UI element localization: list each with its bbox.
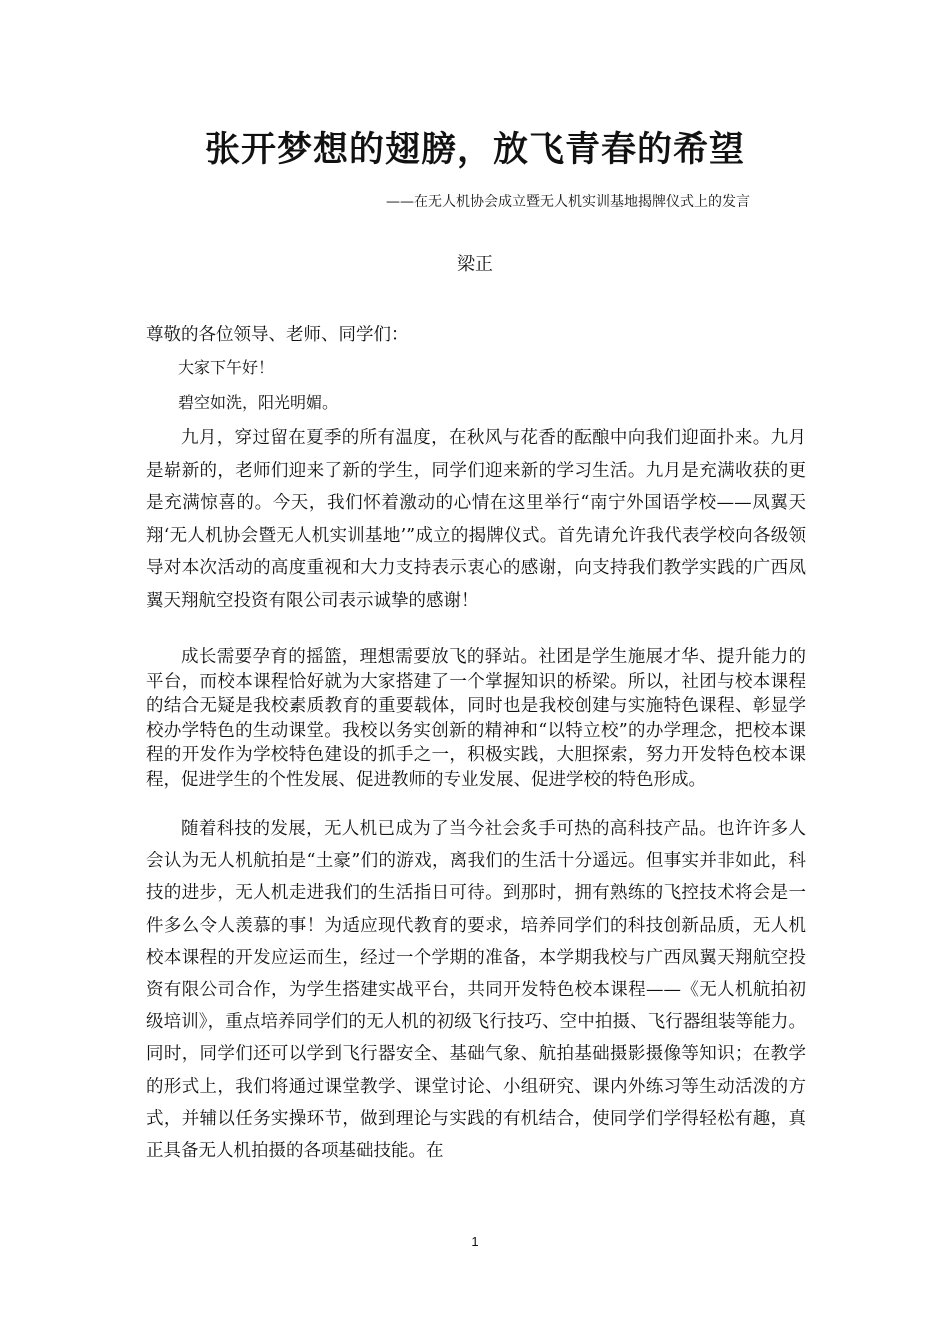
paragraph-september: 九月，穿过留在夏季的所有温度，在秋风与花香的酝酿中向我们迎面扑来。九月是崭新的，老师们迎来了新的学生，同学们迎来新的学习生活。九月是充满收获的更是充满惊喜的。今天，我们怀着激动的心情在这里举行“南宁外国语学校——凤翼天翔‘无人机协会暨无人机实训基地’”成立的揭牌仪式。首先请允许我代表学校向各级领导对本次活动的高度重视和大力支持表示衷心的感谢，向支持我们教学实践的广西凤翼天翔航空投资有限公司表示诚挚的感谢！ bbox=[146, 428, 806, 611]
paragraph-weather: 碧空如洗，阳光明媚。 bbox=[178, 393, 339, 412]
paragraph-growth: 成长需要孕育的摇篮，理想需要放飞的驿站。社团是学生施展才华、提升能力的平台，而校本课程恰好就为大家搭建了一个掌握知识的桥梁。所以，社团与校本课程的结合无疑是我校素质教育的重要载体，同时也是我校创建与实施特色课程、彰显学校办学特色的生动课堂。我校以务实创新的精神和“以特立校”的办学理念，把校本课程的开发作为学校特色建设的抓手之一，积极实践，大胆探索，努力开发特色校本课程，促进学生的个性发展、促进教师的专业发展、促进学校的特色形成。 bbox=[146, 647, 806, 790]
author-name: 梁正 bbox=[457, 254, 493, 275]
page-number: 1 bbox=[471, 1234, 479, 1249]
document-subtitle: ——在无人机协会成立暨无人机实训基地揭牌仪式上的发言 bbox=[386, 194, 750, 210]
salutation: 尊敬的各位领导、老师、同学们： bbox=[146, 325, 409, 345]
paragraph-greeting: 大家下午好！ bbox=[178, 358, 275, 377]
document-title: 张开梦想的翅膀，放飞青春的希望 bbox=[204, 129, 745, 170]
paragraph-technology: 随着科技的发展，无人机已成为了当今社会炙手可热的高科技产品。也许许多人会认为无人机航拍是“土豪”们的游戏，离我们的生活十分遥远。但事实并非如此，科技的进步，无人机走进我们的生活指日可待。到那时，拥有熟练的飞控技术将会是一件多么令人羡慕的事！为适应现代教育的要求，培养同学们的科技创新品质，无人机校本课程的开发应运而生，经过一个学期的准备，本学期我校与广西凤翼天翔航空投资有限公司合作，为学生搭建实战平台，共同开发特色校本课程——《无人机航拍初级培训》，重点培养同学们的无人机的初级飞行技巧、空中拍摄、飞行器组装等能力。同时，同学们还可以学到飞行器安全、基础气象、航拍基础摄影摄像等知识；在教学的形式上，我们将通过课堂教学、课堂讨论、小组研究、课内外练习等生动活泼的方式，并辅以任务实操环节，做到理论与实践的有机结合，使同学们学得轻松有趣，真正具备无人机拍摄的各项基础技能。在 bbox=[146, 819, 806, 1162]
